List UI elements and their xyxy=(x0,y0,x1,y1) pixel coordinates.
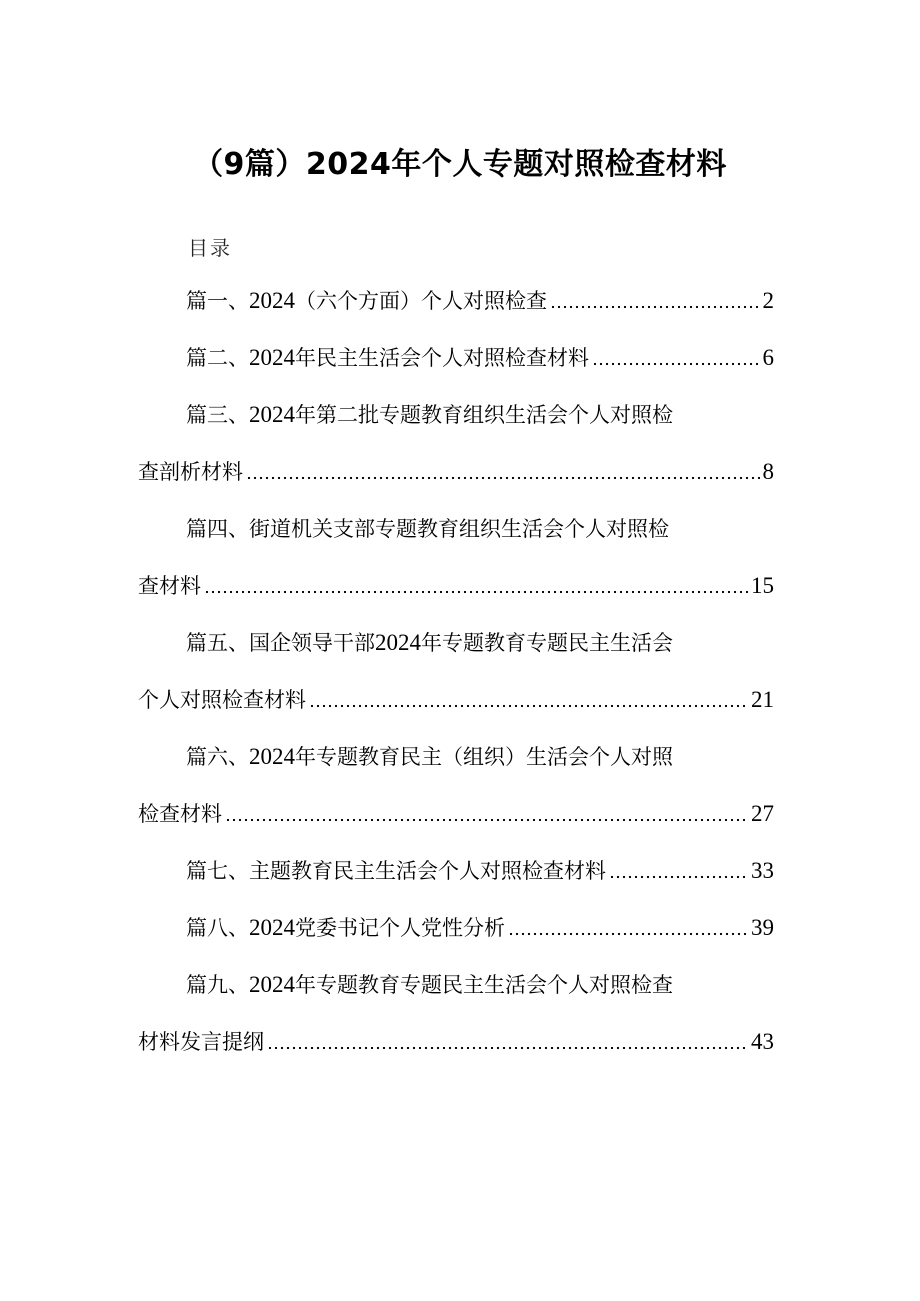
toc-entry-text: 街道机关支部专题教育组织生活会个人对照检 xyxy=(249,517,669,541)
toc-entry-title xyxy=(186,741,673,773)
toc-dot-leader xyxy=(592,361,761,367)
toc-entry-title xyxy=(186,399,673,431)
toc-entry-text: 2024年专题教育专题民主生活会个人对照检查 xyxy=(249,972,673,997)
toc-page-number: 43 xyxy=(751,1029,774,1054)
toc-entry-line[interactable] xyxy=(186,513,669,545)
toc-dot-leader xyxy=(225,817,749,823)
toc-entry-title xyxy=(138,798,222,830)
toc-entry-line[interactable] xyxy=(186,399,673,431)
toc-entry-title xyxy=(138,570,201,602)
toc-entry-continuation[interactable] xyxy=(138,684,774,716)
toc-entry-text: 查剖析材料 xyxy=(138,460,243,484)
toc-entry-text: 2024年第二批专题教育组织生活会个人对照检 xyxy=(249,402,673,427)
toc-entry-continuation[interactable] xyxy=(138,456,774,488)
toc-entry-line[interactable] xyxy=(186,342,774,374)
toc-entry-title xyxy=(186,969,673,1001)
toc-entry-line[interactable] xyxy=(186,627,673,659)
toc-entry-prefix: 篇二、 xyxy=(186,346,249,370)
toc-entry-line[interactable] xyxy=(186,285,774,317)
toc-entry-prefix: 篇九、 xyxy=(186,973,249,997)
toc-entry-continuation[interactable] xyxy=(138,1026,774,1058)
toc-entry-text: 主题教育民主生活会个人对照检查材料 xyxy=(249,859,606,883)
toc-page-number: 33 xyxy=(751,858,774,883)
toc-entry-line[interactable] xyxy=(186,741,673,773)
toc-dot-leader xyxy=(550,304,761,310)
toc-entry-text: 国企领导干部2024年专题教育专题民主生活会 xyxy=(249,630,673,655)
toc-entry-title xyxy=(186,912,505,944)
toc-entry-line[interactable] xyxy=(186,969,673,1001)
toc-page-number: 27 xyxy=(751,801,774,826)
toc-entry-title xyxy=(138,456,243,488)
toc-dot-leader xyxy=(246,475,761,481)
toc-entry-prefix: 篇八、 xyxy=(186,916,249,940)
toc-entry-title xyxy=(186,513,669,545)
toc-page-number: 21 xyxy=(751,687,774,712)
toc-entry-text: 2024党委书记个人党性分析 xyxy=(249,915,505,940)
toc-entry-text: 个人对照检查材料 xyxy=(138,688,306,712)
toc-entry-prefix: 篇一、 xyxy=(186,289,249,313)
toc-entry-title xyxy=(186,627,673,659)
toc-entry-prefix: 篇五、 xyxy=(186,631,249,655)
toc-entry-prefix: 篇七、 xyxy=(186,859,249,883)
toc-dot-leader xyxy=(508,931,749,937)
toc-entry-title xyxy=(186,855,606,887)
toc-entry-line[interactable] xyxy=(186,912,774,944)
toc-page-number: 39 xyxy=(751,915,774,940)
toc-dot-leader xyxy=(609,874,749,880)
toc-page-number: 6 xyxy=(762,345,774,370)
toc-entry-line[interactable] xyxy=(186,855,774,887)
toc-entry-prefix: 篇三、 xyxy=(186,403,249,427)
toc-page-number: 2 xyxy=(762,288,774,313)
toc-entry-text: 材料发言提纲 xyxy=(138,1030,264,1054)
toc-entry-title xyxy=(138,1026,264,1058)
toc-entry-text: 2024年专题教育民主（组织）生活会个人对照 xyxy=(249,744,673,769)
toc-dot-leader xyxy=(204,589,749,595)
toc-entry-text: 2024（六个方面）个人对照检查 xyxy=(249,288,547,313)
toc-entry-continuation[interactable] xyxy=(138,798,774,830)
toc-entry-continuation[interactable] xyxy=(138,570,774,602)
toc-entry-text: 查材料 xyxy=(138,574,201,598)
toc-entry-title xyxy=(186,285,547,317)
document-title: （9篇）2024年个人专题对照检查材料 xyxy=(193,147,727,182)
toc-dot-leader xyxy=(267,1045,749,1051)
toc-dot-leader xyxy=(309,703,749,709)
toc-entry-text: 2024年民主生活会个人对照检查材料 xyxy=(249,345,589,370)
toc-entry-title xyxy=(138,684,306,716)
toc-entry-prefix: 篇六、 xyxy=(186,745,249,769)
toc-page-number: 15 xyxy=(751,573,774,598)
toc-entry-text: 检查材料 xyxy=(138,802,222,826)
toc-entry-title xyxy=(186,342,589,374)
toc-page-number: 8 xyxy=(762,459,774,484)
toc-heading: 目录 xyxy=(188,236,232,260)
toc-entry-prefix: 篇四、 xyxy=(186,517,249,541)
